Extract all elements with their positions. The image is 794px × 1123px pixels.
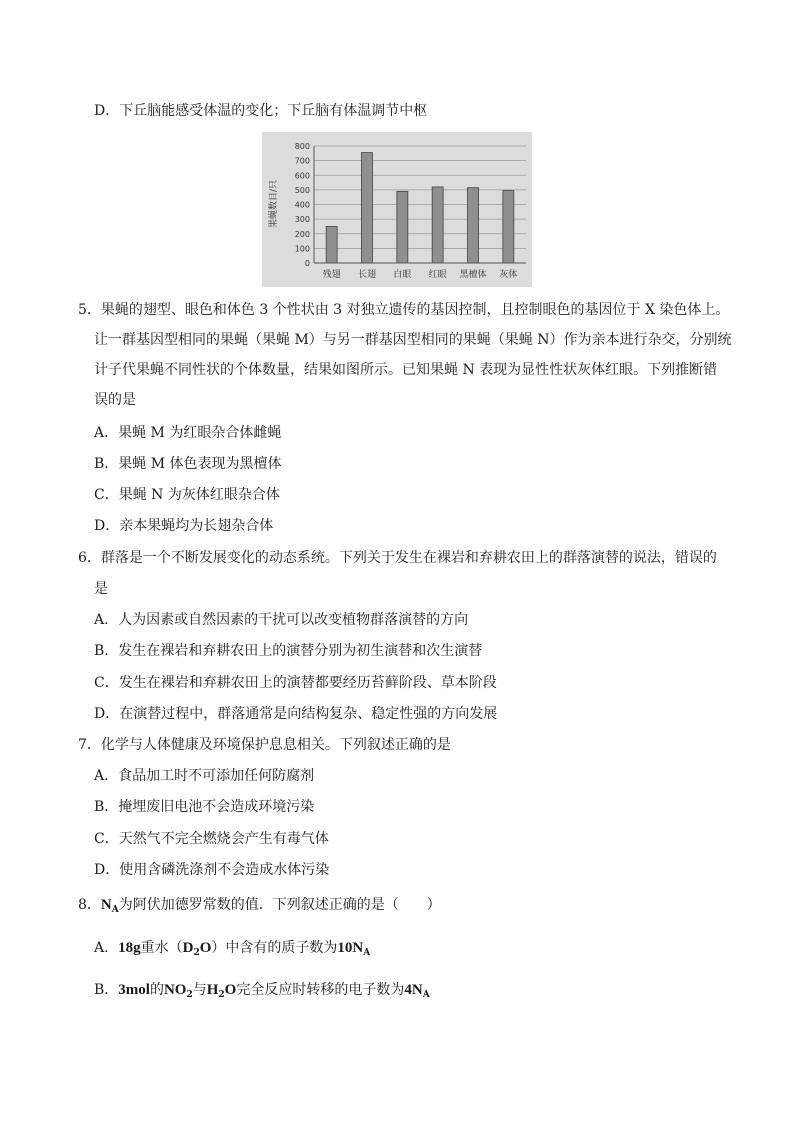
q6-stem-line-2: 是 [94, 581, 108, 597]
q7-stem: 7．化学与人体健康及环境保护息息相关。下列叙述正确的是 [78, 737, 451, 753]
y-tick-label: 0 [304, 259, 310, 268]
q8-b-text2: 与 [192, 982, 207, 998]
q8-b-h2o-h: H [206, 982, 219, 998]
q8-a-value-sub: A [363, 948, 371, 958]
bar-2 [362, 153, 373, 263]
y-tick-label: 700 [294, 156, 310, 166]
q8-stem-text: 为阿伏加德罗常数的值．下列叙述正确的是（ ） [118, 897, 441, 913]
q5-stem-line-2: 让一群基因型相同的果蝇（果蝇 M）与另一群基因型相同的果蝇（果蝇 N）作为亲本进行杂交，分别统 [94, 332, 732, 348]
q8-b-text1: 的 [149, 982, 164, 998]
y-tick-labels [295, 142, 310, 268]
q6-option-c: C．发生在裸岩和弃耕农田上的演替都要经历苔藓阶段、草本阶段 [94, 675, 497, 691]
q4-option-d: D．下丘脑能感受体温的变化；下丘脑有体温调节中枢 [94, 103, 428, 119]
q5-option-c: C．果蝇 N 为灰体红眼杂合体 [94, 487, 280, 503]
x-category-label: 红眼 [428, 270, 447, 280]
q8-a-mass: 18g [118, 940, 141, 956]
q5-stem-line-1: 5．果蝇的翅型、眼色和体色 3 个性状由 3 对独立遗传的基因控制，且控制眼色的基因位于 X 染色体上。 [78, 302, 730, 318]
bar-3 [397, 191, 408, 263]
bar-1 [326, 226, 337, 263]
q7-option-d: D．使用含磷洗涤剂不会造成水体污染 [94, 862, 330, 878]
y-tick-label: 400 [294, 200, 310, 210]
x-category-label: 残翅 [322, 270, 341, 280]
q8-b-no2-sub: 2 [186, 990, 193, 1000]
q5-option-d: D．亲本果蝇均为长翅杂合体 [94, 518, 274, 534]
q6-stem-line-1: 6．群落是一个不断发展变化的动态系统。下列关于发生在裸岩和弃耕农田上的群落演替的说法，错误的 [78, 550, 717, 566]
bar-6 [503, 191, 514, 263]
q8-a-text1: 重水（ [140, 940, 183, 956]
x-category-label: 长翅 [357, 270, 377, 280]
y-tick-label: 300 [294, 215, 310, 225]
q8-a-d2o-sub: 2 [193, 948, 200, 958]
bar-chart-figure [262, 132, 532, 287]
q8-number: 8． [78, 897, 101, 913]
q8-option-a [94, 938, 370, 963]
q5-stem-line-4: 误的是 [94, 392, 136, 408]
q7-option-b: B．掩埋废旧电池不会造成环境污染 [94, 799, 315, 815]
q7-option-a: A．食品加工时不可添加任何防腐剂 [94, 768, 315, 784]
q8-b-h2o-sub: 2 [218, 990, 225, 1000]
y-tick-label: 100 [294, 244, 310, 254]
q5-option-b: B．果蝇 M 体色表现为黑檀体 [94, 456, 282, 472]
q8-b-h2o-o: O [224, 982, 237, 998]
q8-na-symbol: N [100, 897, 112, 913]
y-tick-label: 200 [294, 229, 310, 239]
x-category-label: 灰体 [499, 270, 518, 280]
y-tick-label: 500 [294, 185, 310, 195]
q8-b-prefix: B． [94, 982, 119, 998]
q6-option-b: B．发生在裸岩和弃耕农田上的演替分别为初生演替和次生演替 [94, 643, 483, 659]
q6-option-a: A．人为因素或自然因素的干扰可以改变植物群落演替的方向 [94, 612, 469, 628]
q7-option-c: C．天然气不完全燃烧会产生有毒气体 [94, 831, 329, 847]
q8-na-subscript: A [111, 905, 119, 915]
x-category-label: 黑檀体 [459, 270, 487, 280]
q8-a-value: 10N [337, 940, 364, 956]
q8-b-no2: NO [163, 982, 187, 998]
x-category-label: 白眼 [393, 270, 412, 280]
q8-b-amount: 3mol [118, 982, 150, 998]
q8-a-prefix: A． [94, 940, 119, 956]
bar-5 [468, 188, 479, 263]
q5-option-a: A．果蝇 M 为红眼杂合体雌蝇 [94, 425, 282, 441]
q6-option-d: D．在演替过程中，群落通常是向结构复杂、稳定性强的方向发展 [94, 706, 498, 722]
q8-b-value: 4N [404, 982, 423, 998]
q8-a-text2: ）中含有的质子数为 [211, 940, 338, 956]
bar-4 [432, 187, 443, 263]
q8-option-b [94, 980, 430, 1005]
q5-stem-line-3: 计子代果蝇不同性状的个体数量，结果如图所示。已知果蝇 N 表现为显性性状灰体红眼。下列推断错 [94, 362, 718, 378]
y-tick-label: 800 [294, 142, 310, 151]
q8-b-value-sub: A [422, 990, 430, 1000]
q8-stem [78, 895, 441, 920]
q8-a-d2o-d: D [182, 940, 194, 956]
y-axis-label: 果蝇数目/只 [269, 179, 279, 229]
y-tick-label: 600 [294, 171, 310, 181]
q8-a-d2o-o: O [199, 940, 212, 956]
q8-b-text3: 完全反应时转移的电子数为 [236, 982, 405, 998]
